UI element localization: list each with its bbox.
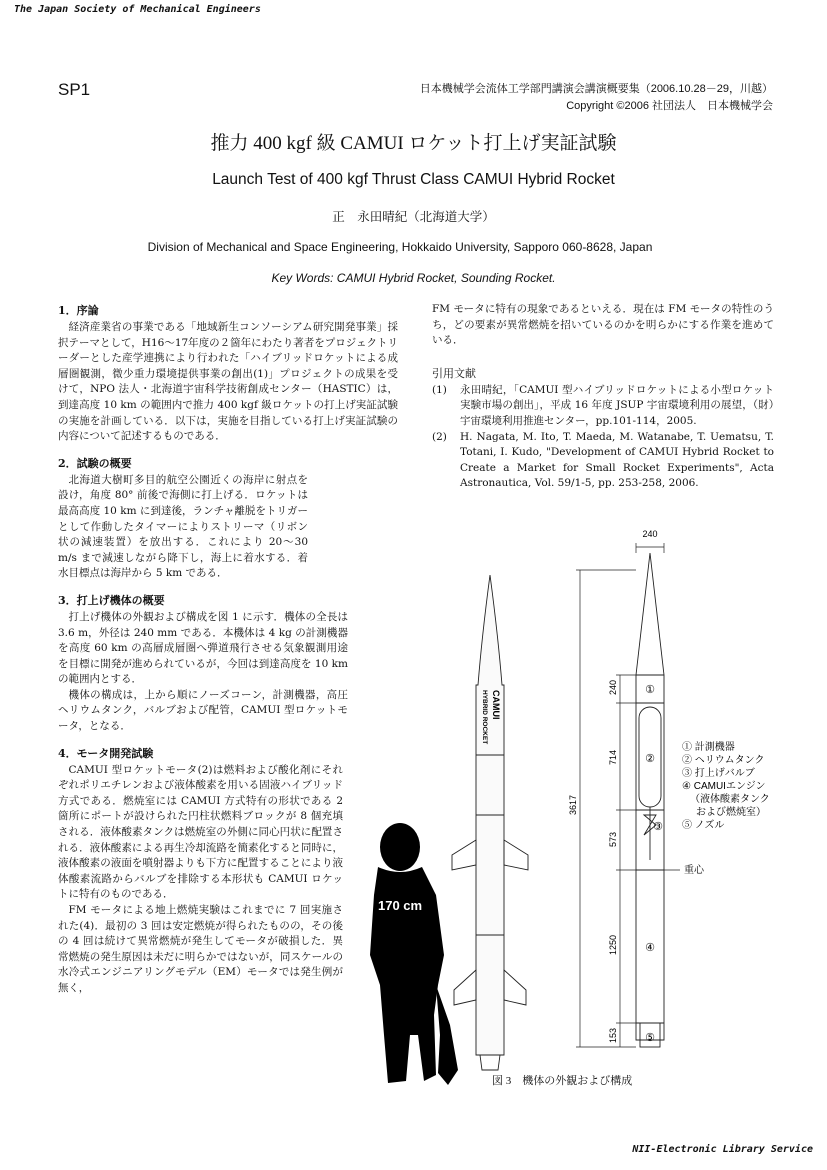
dim-segment: 573 (608, 831, 618, 847)
part-number: ⑤ (645, 1032, 655, 1044)
part-number: ④ (645, 942, 655, 954)
rocket-appearance (452, 575, 528, 1070)
reference-number: (1) (432, 383, 447, 396)
part-number: ③ (653, 821, 663, 833)
reference-text: H. Nagata, M. Ito, T. Maeda, M. Watanabe, T. Uematsu, T. Totani, I. Kudo, "Development of CAMUI Hybrid Rocket to Create a Market for Small Rocket Experiments", Acta Astronautica, Vol. 59/1-5, pp. 253-258, 2006. (460, 430, 774, 490)
section-4-title: 4．モータ開発試験 (58, 746, 154, 760)
reference-item (432, 383, 774, 430)
proceedings-line: 日本機械学会流体工学部門講演会講演概要集（2006.10.28－29，川越） (419, 83, 773, 95)
author: 正 永田晴紀（北海道大学） (332, 210, 495, 224)
section-4-body-3: FM モータに特有の現象であるといえる．現在は FM モータの特性のうち，どの要素が異常燃焼を招いているのかを明らかにする作業を進めている． (432, 303, 774, 347)
dim-diameter: 240 (642, 529, 658, 539)
affiliation: Division of Mechanical and Space Engineering, Hokkaido University, Sapporo 060-8628, Japan (147, 240, 653, 254)
reference-item (432, 430, 774, 492)
dim-total: 3617 (568, 794, 578, 815)
section-3-body-2: 機体の構成は，上から順にノーズコーン，計測機器，高圧ヘリウムタンク，バルブおよび配管，CAMUI 型ロケットモータ，となる． (58, 688, 348, 733)
section-1-title: 1．序論 (58, 304, 99, 317)
person-height-label: 170 cm (378, 898, 423, 913)
right-column (432, 302, 774, 492)
section-2-body: 北海道大樹町多目的航空公園近くの海岸に射点を設け，角度 80° 前後で海側に打上げる．ロケットは最高高度 10 km に到達後，ランチャ離脱をトリガーとして作動したタイマーによりストリーマ（リボン状の減速装置）を放出する．これにより 20～30 m/s まで減速しながら降下し，海上に着水する．着水目標点は海岸から 5 km である． (58, 473, 308, 580)
legend-item: ⑤ ノズル (682, 820, 725, 831)
references-list (432, 383, 774, 492)
footer-service: NII-Electronic Library Service (632, 1144, 813, 1155)
dim-segment: 714 (608, 749, 618, 765)
legend-item: および燃焼室） (696, 807, 766, 818)
part-number: ② (645, 753, 655, 765)
section-4-body-2: FM モータによる地上燃焼実験はこれまでに 7 回実施された(4)．最初の 3 回は安定燃焼が得られたものの，その後の 4 回は続けて異常燃焼が発生してモータが破損した．異常燃焼の発生原因は未だに明らかではないが，同スケールの水冷式エンジニアリングモデル（EM）モータでは発生例が無く， (58, 904, 343, 994)
rocket-label-camui: CAMUI (491, 690, 501, 720)
title-ja: 推力 400 kgf 級 CAMUI ロケット打上げ実証試験 (210, 133, 617, 154)
part-number: ① (645, 684, 655, 696)
society-header: The Japan Society of Mechanical Engineers (14, 4, 261, 15)
cg-label: 重心 (684, 865, 704, 876)
section-1-body: 経済産業省の事業である「地域新生コンソーシアム研究開発事業」採択テーマとして，H16～17年度の２箇年にわたり著者をプロジェクトリーダーとした産学連携により行われた「ハイブリッドロケットによる成層圏観測，微少重力環境提供事業の創出(1)」プロジェクトの成果を受けて，NPO 法人・北海道宇宙科学技術創成センター（HASTIC）は，到達高度 10 km の範囲内で推力 400 kgf 級ロケットの打上げ実証試験の実施を計画している．以下は，実施を目指している打上げ実証試験の内容について記述するものである． (58, 321, 398, 443)
rocket-structure (636, 553, 664, 1047)
copyright-line: Copyright ©2006 社団法人 日本機械学会 (566, 100, 773, 112)
section-3-title: 3．打上げ機体の概要 (58, 593, 165, 607)
section-4-body-1: CAMUI 型ロケットモータ(2)は燃料および酸化剤にそれぞれポリエチレンおよび液体酸素を用いる固液ハイブリッド方式である．燃焼室には CAMUI 方式特有の形状である 2 箇所にポートが設けられた円柱状燃料ブロックが 8 個充填される．液体酸素タンクは燃焼室の外側に同心円状に配置される．液体酸素による再生冷却流路を簡素化すると同時に，液体酸素の液面を噴射器よりも下方に配置することにより液体酸素流路からバルブを排除する本形状も CAMUI ロケットに特有のものである． (58, 763, 343, 901)
reference-text: 永田晴紀，「CAMUI 型ハイブリッドロケットによる小型ロケット実験市場の創出」，平成 16 年度 JSUP 宇宙環境利用の展望，（財）宇宙環境利用推進センター，pp.101-114，2005. (460, 383, 774, 427)
dim-segment: 240 (608, 679, 618, 695)
legend-item: ④ CAMUIエンジン (682, 781, 766, 792)
paper-code: SP1 (58, 80, 91, 99)
rocket-label-hybrid: HYBRID ROCKET (481, 690, 488, 745)
rocket-figure (340, 515, 790, 1095)
legend-item: （液体酸素タンク (690, 794, 770, 805)
title-en: Launch Test of 400 kgf Thrust Class CAMUI Hybrid Rocket (212, 171, 615, 188)
reference-number: (2) (432, 430, 447, 443)
person-silhouette (370, 823, 458, 1085)
dim-segment: 1250 (608, 934, 618, 955)
legend-item: ② ヘリウムタンク (682, 755, 765, 766)
figure-caption: 図 3 機体の外観および構成 (492, 1075, 633, 1087)
keywords: Key Words: CAMUI Hybrid Rocket, Sounding Rocket. (271, 271, 556, 285)
references-title: 引用文献 (432, 366, 476, 380)
legend-item: ③ 打上げバルブ (682, 768, 755, 779)
section-2-title: 2．試験の概要 (58, 456, 132, 470)
section-3-body-1: 打上げ機体の外観および構成を図 1 に示す．機体の全長は 3.6 m，外径は 240 mm である．本機体は 4 kg の計測機器を高度 60 km の高層成層圏へ弾道飛行させる気象観測用途を目標に開発が進められているが，今回は到達高度を 10 km の範囲内とする． (58, 610, 348, 686)
dim-segment: 153 (608, 1027, 618, 1043)
legend-item: ① 計測機器 (682, 742, 735, 753)
